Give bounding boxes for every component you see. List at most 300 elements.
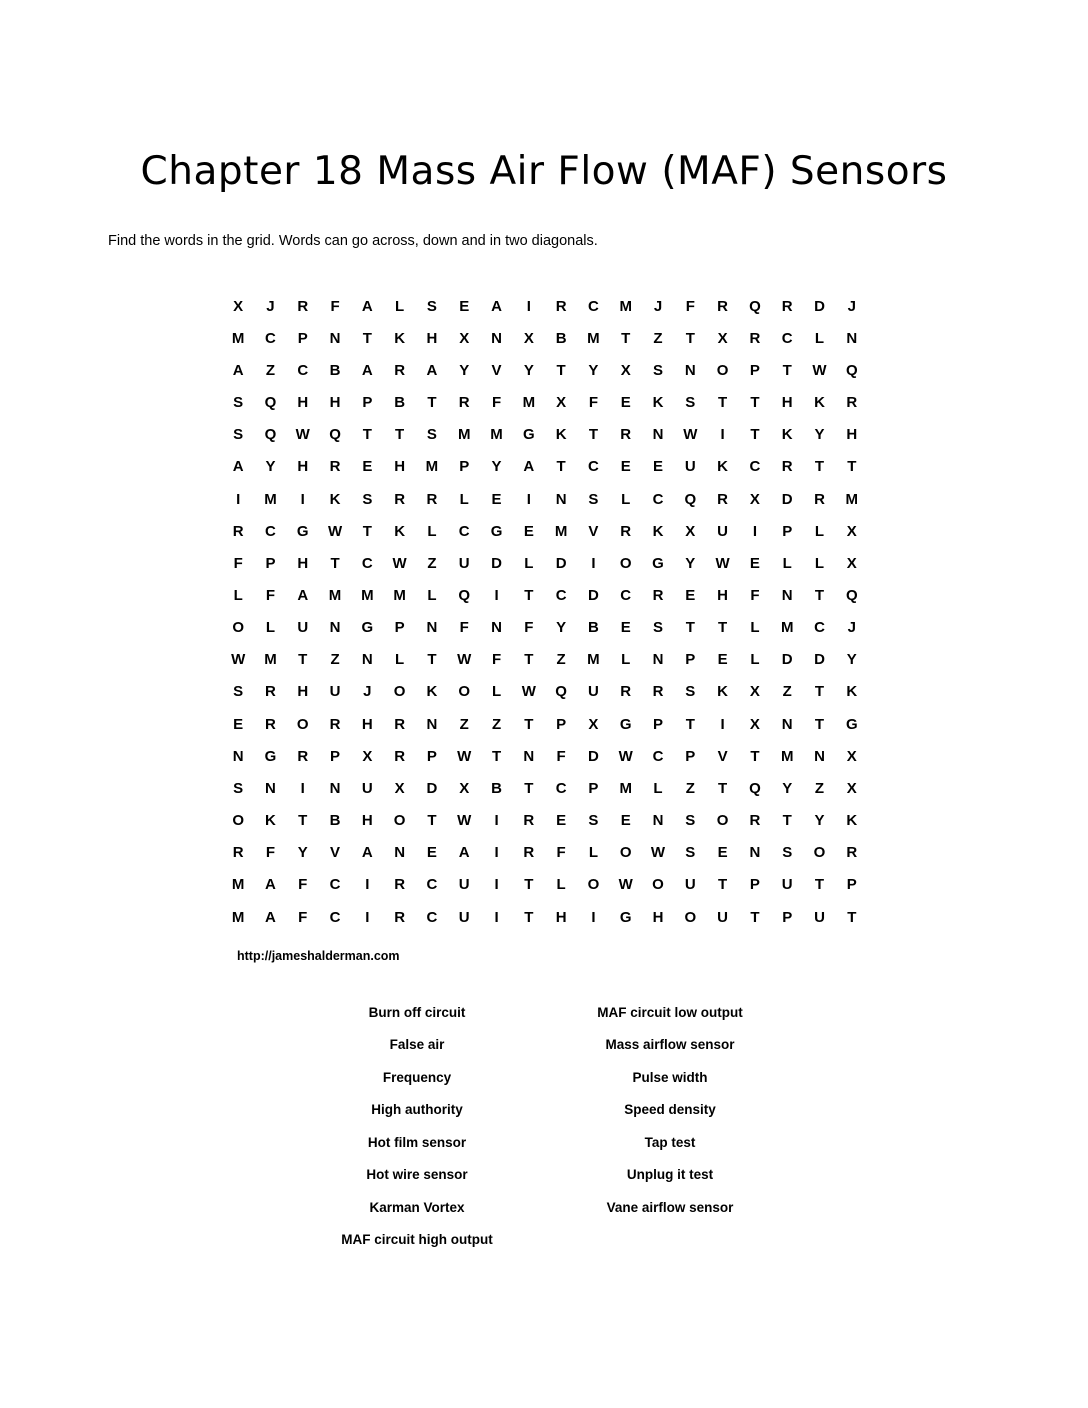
grid-cell: Y: [556, 619, 567, 637]
grid-cell: R: [781, 458, 793, 476]
grid-cell: R: [394, 715, 406, 733]
grid-cell: P: [749, 361, 760, 379]
grid-cell: E: [491, 490, 502, 508]
grid-cell: R: [846, 844, 858, 862]
grid-cell: T: [556, 458, 566, 476]
grid-cell: N: [232, 747, 244, 765]
grid-cell: I: [236, 490, 241, 508]
grid-cell: L: [814, 554, 825, 572]
grid-cell: L: [491, 683, 502, 701]
grid-cell: X: [717, 329, 728, 347]
grid-cell: S: [426, 426, 437, 444]
grid-cell: U: [329, 683, 341, 701]
grid-cell: H: [297, 458, 309, 476]
grid-cell: R: [523, 812, 535, 830]
grid-cell: E: [717, 651, 728, 669]
grid-cell: O: [813, 844, 826, 862]
grid-cell: O: [232, 619, 244, 637]
grid-cell: T: [362, 522, 372, 540]
grid-cell: U: [587, 683, 599, 701]
grid-cell: C: [555, 779, 567, 797]
grid-cell: R: [717, 490, 729, 508]
grid-cell: O: [652, 876, 664, 894]
grid-cell: X: [233, 297, 244, 315]
grid-cell: P: [330, 747, 341, 765]
grid-cell: O: [619, 554, 632, 572]
grid-cell: H: [426, 329, 438, 347]
grid-cell: E: [620, 812, 631, 830]
grid-cell: Z: [330, 651, 340, 669]
grid-cell: P: [653, 715, 664, 733]
grid-cell: E: [426, 844, 437, 862]
grid-cell: H: [297, 554, 309, 572]
word-list-item: Speed density: [624, 1102, 716, 1118]
grid-cell: L: [782, 554, 792, 572]
grid-cell: C: [652, 490, 664, 508]
grid-cell: C: [265, 329, 276, 347]
grid-cell: R: [265, 683, 276, 701]
grid-cell: U: [458, 876, 470, 894]
grid-cell: R: [652, 586, 664, 604]
grid-cell: W: [295, 426, 310, 444]
grid-cell: E: [620, 458, 631, 476]
grid-cell: T: [750, 908, 760, 926]
grid-cell: D: [587, 747, 599, 765]
grid-cell: T: [362, 426, 372, 444]
grid-cell: P: [846, 876, 857, 894]
grid-cell: Z: [265, 361, 276, 379]
grid-cell: P: [265, 554, 276, 572]
grid-cell: N: [555, 490, 567, 508]
grid-cell: I: [494, 844, 499, 862]
grid-cell: F: [265, 844, 276, 862]
word-list-item: False air: [389, 1037, 445, 1053]
grid-cell: T: [814, 458, 825, 476]
grid-cell: V: [330, 844, 341, 862]
grid-cell: N: [652, 651, 664, 669]
grid-cell: N: [329, 329, 341, 347]
grid-cell: K: [652, 394, 664, 412]
grid-cell: A: [361, 361, 373, 379]
grid-cell: M: [490, 426, 503, 444]
grid-cell: A: [297, 586, 309, 604]
grid-cell: K: [652, 522, 664, 540]
grid-cell: T: [685, 329, 695, 347]
grid-cell: Z: [653, 329, 663, 347]
grid-cell: T: [524, 715, 534, 733]
grid-cell: L: [427, 586, 437, 604]
grid-cell: G: [264, 747, 277, 765]
grid-cell: M: [231, 876, 245, 894]
grid-cell: C: [329, 876, 341, 894]
grid-cell: T: [718, 394, 728, 412]
word-list-item: Burn off circuit: [368, 1005, 466, 1020]
grid-cell: Q: [555, 683, 567, 701]
word-list-item: MAF circuit low output: [597, 1005, 743, 1020]
grid-cell: B: [555, 329, 567, 347]
grid-cell: Y: [685, 554, 696, 572]
grid-cell: L: [814, 329, 825, 347]
grid-cell: I: [365, 908, 370, 926]
grid-cell: M: [587, 329, 600, 347]
grid-cell: E: [233, 715, 244, 733]
grid-cell: G: [619, 908, 632, 926]
grid-cell: K: [394, 329, 406, 347]
grid-cell: M: [231, 908, 245, 926]
grid-cell: U: [458, 554, 470, 572]
grid-cell: H: [297, 683, 309, 701]
grid-cell: A: [491, 297, 502, 315]
grid-cell: E: [749, 554, 760, 572]
grid-cell: H: [361, 812, 373, 830]
grid-cell: F: [524, 619, 534, 637]
grid-cell: U: [814, 908, 825, 926]
grid-cell: C: [426, 876, 438, 894]
grid-cell: M: [361, 586, 374, 604]
grid-cell: R: [458, 394, 470, 412]
grid-cell: H: [846, 426, 858, 444]
grid-cell: C: [555, 586, 567, 604]
grid-cell: F: [265, 586, 276, 604]
grid-cell: E: [653, 458, 664, 476]
grid-cell: W: [231, 651, 246, 669]
grid-cell: N: [749, 844, 761, 862]
grid-cell: X: [846, 747, 857, 765]
grid-cell: U: [684, 458, 696, 476]
grid-cell: P: [685, 747, 696, 765]
grid-cell: W: [457, 747, 472, 765]
grid-cell: T: [814, 586, 825, 604]
grid-cell: J: [653, 297, 663, 315]
grid-cell: K: [394, 522, 406, 540]
grid-cell: N: [491, 329, 502, 347]
grid-cell: T: [814, 683, 825, 701]
grid-cell: V: [491, 361, 502, 379]
grid-cell: B: [491, 779, 502, 797]
grid-cell: I: [526, 297, 531, 315]
grid-cell: Q: [329, 426, 341, 444]
grid-cell: R: [523, 844, 535, 862]
grid-cell: T: [814, 715, 825, 733]
grid-cell: X: [459, 329, 470, 347]
grid-cell: L: [653, 779, 663, 797]
grid-cell: C: [814, 619, 825, 637]
grid-cell: G: [361, 619, 374, 637]
grid-cell: I: [526, 490, 531, 508]
grid-cell: X: [749, 490, 760, 508]
grid-cell: Z: [782, 683, 792, 701]
grid-cell: R: [652, 683, 664, 701]
grid-cell: T: [524, 779, 534, 797]
grid-cell: G: [522, 426, 535, 444]
grid-cell: F: [750, 586, 760, 604]
grid-cell: A: [265, 908, 276, 926]
grid-cell: C: [426, 908, 438, 926]
grid-cell: L: [459, 490, 469, 508]
grid-cell: N: [814, 747, 825, 765]
grid-cell: O: [393, 812, 406, 830]
grid-cell: B: [394, 394, 406, 412]
grid-cell: W: [457, 812, 472, 830]
grid-cell: R: [846, 394, 858, 412]
grid-cell: C: [361, 554, 373, 572]
grid-cell: E: [685, 586, 696, 604]
grid-cell: U: [781, 876, 793, 894]
grid-cell: U: [684, 876, 696, 894]
grid-cell: C: [265, 522, 276, 540]
page-title: Chapter 18 Mass Air Flow (MAF) Sensors: [140, 149, 948, 194]
grid-cell: D: [491, 554, 502, 572]
grid-cell: E: [717, 844, 728, 862]
grid-cell: C: [620, 586, 632, 604]
grid-cell: Z: [814, 779, 825, 797]
grid-cell: H: [361, 715, 373, 733]
grid-cell: E: [556, 812, 567, 830]
grid-cell: S: [782, 844, 793, 862]
grid-cell: T: [524, 876, 534, 894]
grid-cell: F: [491, 651, 502, 669]
grid-cell: R: [297, 297, 309, 315]
grid-cell: P: [782, 522, 793, 540]
grid-cell: T: [847, 458, 857, 476]
grid-cell: A: [361, 844, 373, 862]
grid-cell: C: [329, 908, 341, 926]
grid-cell: R: [297, 747, 309, 765]
grid-cell: Q: [458, 586, 471, 604]
grid-cell: T: [718, 876, 728, 894]
grid-cell: K: [555, 426, 567, 444]
grid-cell: I: [300, 490, 305, 508]
grid-cell: R: [394, 747, 406, 765]
grid-cell: E: [459, 297, 470, 315]
grid-cell: I: [494, 586, 499, 604]
grid-cell: P: [685, 651, 696, 669]
grid-cell: D: [814, 651, 825, 669]
grid-cell: G: [652, 554, 664, 572]
grid-cell: C: [297, 361, 309, 379]
grid-cell: N: [426, 715, 438, 733]
grid-cell: C: [458, 522, 470, 540]
grid-cell: I: [720, 715, 725, 733]
grid-cell: T: [298, 651, 308, 669]
grid-cell: N: [652, 426, 664, 444]
grid-cell: H: [329, 394, 341, 412]
grid-cell: N: [781, 715, 793, 733]
grid-cell: O: [619, 844, 632, 862]
grid-cell: W: [327, 522, 343, 540]
word-list-item: Karman Vortex: [369, 1199, 465, 1215]
grid-cell: S: [685, 683, 696, 701]
grid-cell: A: [458, 844, 470, 862]
grid-cell: X: [685, 522, 696, 540]
grid-cell: N: [652, 812, 664, 830]
grid-cell: M: [264, 490, 277, 508]
grid-cell: X: [556, 394, 567, 412]
grid-cell: T: [750, 426, 760, 444]
grid-cell: X: [846, 554, 857, 572]
grid-cell: W: [521, 683, 536, 701]
grid-cell: C: [749, 458, 761, 476]
grid-cell: O: [684, 908, 697, 926]
grid-cell: W: [618, 747, 633, 765]
grid-cell: Y: [297, 844, 308, 862]
grid-cell: W: [457, 651, 472, 669]
grid-cell: I: [365, 876, 370, 894]
grid-cell: W: [683, 426, 698, 444]
grid-cell: N: [265, 779, 276, 797]
grid-cell: K: [846, 683, 858, 701]
grid-cell: M: [619, 297, 632, 315]
grid-cell: S: [685, 844, 696, 862]
grid-cell: N: [426, 619, 438, 637]
grid-cell: P: [394, 619, 405, 637]
grid-cell: X: [459, 779, 470, 797]
grid-cell: S: [233, 779, 244, 797]
grid-cell: K: [265, 812, 276, 830]
grid-cell: D: [814, 297, 825, 315]
grid-cell: G: [490, 522, 503, 540]
word-list-item: Pulse width: [632, 1069, 708, 1085]
grid-cell: P: [556, 715, 567, 733]
grid-cell: R: [749, 329, 761, 347]
grid-cell: K: [329, 490, 341, 508]
grid-cell: M: [587, 651, 600, 669]
grid-cell: B: [329, 812, 341, 830]
grid-cell: L: [588, 844, 598, 862]
grid-cell: Y: [814, 812, 825, 830]
grid-cell: Q: [684, 490, 697, 508]
grid-cell: L: [524, 554, 534, 572]
grid-cell: F: [556, 747, 566, 765]
grid-cell: T: [491, 747, 502, 765]
grid-cell: T: [814, 876, 825, 894]
grid-cell: L: [814, 522, 825, 540]
grid-cell: R: [329, 715, 341, 733]
grid-cell: O: [393, 683, 406, 701]
grid-cell: R: [620, 522, 632, 540]
grid-cell: M: [780, 619, 794, 637]
grid-cell: O: [458, 683, 471, 701]
grid-cell: C: [652, 747, 664, 765]
grid-cell: I: [300, 779, 305, 797]
grid-cell: L: [427, 522, 437, 540]
grid-cell: A: [232, 458, 244, 476]
grid-cell: T: [621, 329, 631, 347]
grid-cell: F: [298, 908, 308, 926]
grid-cell: P: [426, 747, 437, 765]
grid-cell: M: [619, 779, 632, 797]
grid-cell: Z: [427, 554, 437, 572]
grid-cell: Q: [749, 779, 761, 797]
grid-cell: N: [846, 329, 858, 347]
grid-cell: U: [458, 908, 470, 926]
grid-cell: F: [233, 554, 243, 572]
grid-cell: R: [620, 426, 632, 444]
word-list-item: Hot wire sensor: [366, 1167, 468, 1183]
grid-cell: T: [782, 361, 792, 379]
word-grid: [222, 290, 868, 933]
word-list-item: Tap test: [644, 1134, 696, 1150]
grid-cell: F: [588, 394, 598, 412]
grid-cell: N: [491, 619, 502, 637]
grid-cell: P: [297, 329, 308, 347]
grid-cell: K: [717, 683, 729, 701]
grid-cell: T: [524, 651, 534, 669]
grid-cell: T: [362, 329, 372, 347]
grid-cell: F: [459, 619, 469, 637]
grid-cell: S: [362, 490, 373, 508]
grid-cell: K: [781, 426, 793, 444]
grid-cell: U: [297, 619, 309, 637]
grid-cell: B: [329, 361, 341, 379]
grid-cell: T: [298, 812, 308, 830]
grid-cell: N: [361, 651, 373, 669]
word-list-item: Unplug it test: [626, 1167, 714, 1183]
grid-cell: H: [717, 586, 729, 604]
grid-cell: M: [845, 490, 859, 508]
grid-cell: I: [720, 426, 725, 444]
grid-cell: T: [782, 812, 792, 830]
grid-cell: N: [394, 844, 406, 862]
grid-cell: D: [781, 490, 793, 508]
grid-cell: M: [554, 522, 568, 540]
grid-cell: C: [587, 458, 599, 476]
grid-cell: A: [523, 458, 535, 476]
grid-cell: C: [781, 329, 793, 347]
grid-cell: I: [591, 554, 596, 572]
grid-cell: H: [394, 458, 406, 476]
grid-cell: G: [845, 715, 858, 733]
grid-cell: M: [522, 394, 536, 412]
grid-cell: N: [781, 586, 793, 604]
grid-cell: N: [684, 361, 696, 379]
grid-cell: L: [395, 651, 405, 669]
grid-cell: X: [523, 329, 534, 347]
grid-cell: B: [587, 619, 599, 637]
grid-cell: N: [329, 619, 341, 637]
grid-cell: I: [494, 812, 499, 830]
grid-cell: X: [588, 715, 599, 733]
grid-cell: W: [392, 554, 407, 572]
grid-cell: J: [847, 619, 856, 637]
grid-cell: X: [362, 747, 373, 765]
grid-cell: T: [750, 747, 760, 765]
grid-cell: X: [749, 715, 760, 733]
grid-cell: S: [426, 297, 437, 315]
grid-cell: T: [685, 715, 695, 733]
grid-cell: A: [426, 361, 438, 379]
grid-cell: T: [847, 908, 857, 926]
grid-cell: H: [555, 908, 567, 926]
grid-cell: R: [265, 715, 276, 733]
grid-cell: E: [620, 394, 631, 412]
grid-cell: T: [427, 812, 437, 830]
grid-cell: N: [329, 779, 341, 797]
grid-cell: P: [782, 908, 793, 926]
grid-cell: Y: [459, 361, 470, 379]
grid-cell: R: [749, 812, 761, 830]
grid-cell: F: [491, 394, 502, 412]
grid-cell: H: [652, 908, 664, 926]
grid-cell: M: [393, 586, 406, 604]
grid-cell: T: [718, 779, 728, 797]
grid-cell: O: [716, 812, 729, 830]
grid-cell: R: [232, 522, 244, 540]
grid-cell: W: [715, 554, 730, 572]
grid-cell: O: [232, 812, 244, 830]
grid-cell: C: [587, 297, 599, 315]
grid-cell: Y: [491, 458, 502, 476]
